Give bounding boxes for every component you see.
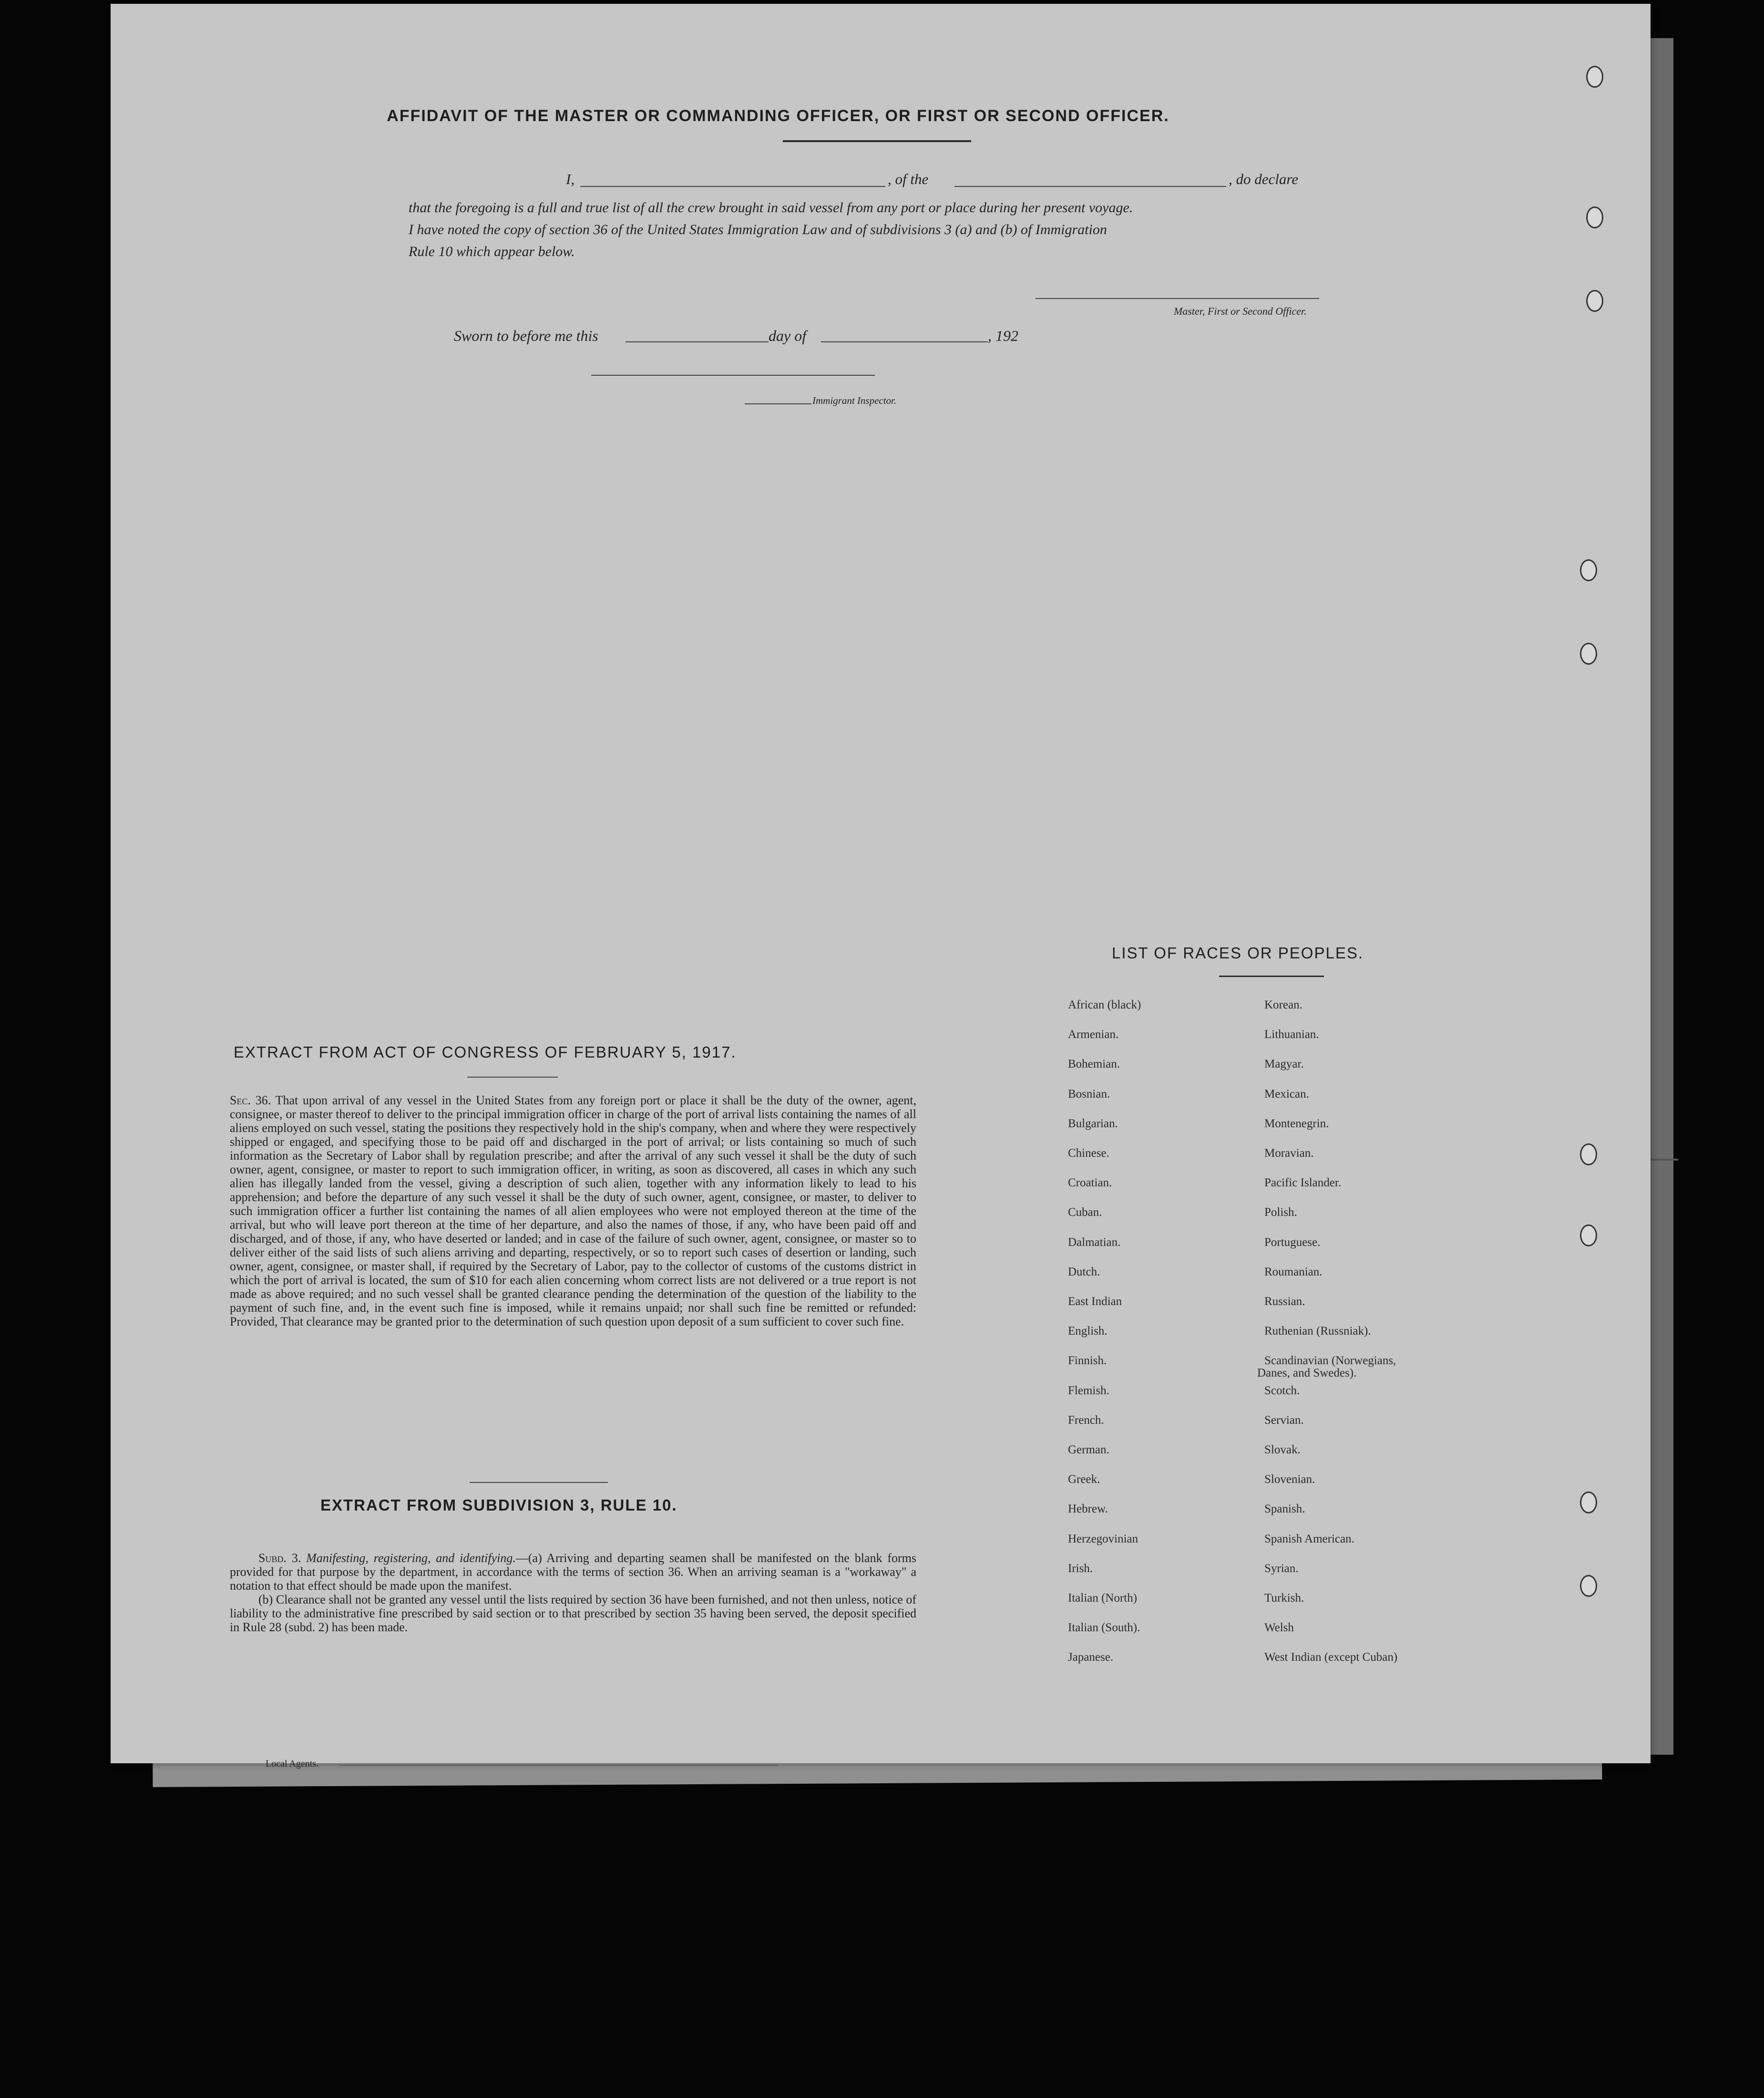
blank-day-line — [626, 341, 769, 342]
race-item: Moravian. — [1264, 1147, 1314, 1160]
race-item: Chinese. — [1068, 1147, 1109, 1160]
race-item: Armenian. — [1068, 1028, 1119, 1041]
race-item: Croatian. — [1068, 1176, 1112, 1189]
race-item: German. — [1068, 1443, 1109, 1456]
sworn-year: , 192 — [988, 327, 1018, 344]
race-item: Flemish. — [1068, 1384, 1109, 1397]
sworn-line — [454, 327, 1217, 346]
race-item: Lithuanian. — [1264, 1028, 1319, 1041]
race-item: Bulgarian. — [1068, 1117, 1118, 1130]
subdivision-heading: Manifesting, registering, and identifying. — [306, 1551, 516, 1565]
race-item: Danes, and Swedes). — [1257, 1367, 1357, 1379]
inspector-signature-line — [591, 375, 875, 376]
race-item: Herzegovinian — [1068, 1532, 1138, 1545]
section-36-text: That upon arrival of any vessel in the United States from any foreign port or place it shall be the duty of the owner, agent, consignee, or master thereof to deliver to the principal immigration officer in charge of the port of arrival lists containing the names of all aliens employed on such vessel, stating the positions they respectively hold in the ship's company, when and where they were respectively shipped or engaged, and specifying those to be paid off and discharged in the port of arrival; or lists containing so much of such information as the Secretary of Labor shall by regulation prescribe; and after the arrival of any such vessel it shall be the duty of such owner, agent, consignee, or master to report to such immigration officer, in writing, as soon as discovered, all cases in which any such alien has illegally landed from the vessel, giving a description of such alien, together with any information likely to lead to his apprehension; and before the departure of any such vessel it shall be the duty of such owner, agent, consignee, or master, to deliver to such immigration officer a further list containing the names of all alien employees who were not employed thereon at the time of the arrival, but who will leave port thereon at the time of her departure, and also the names of those, if any, who have been paid off and discharged, and of those, if any, who have deserted or landed; and in case of the failure of such owner, agent, consignee, or master so to deliver either of the said lists of such aliens arriving and departing, respectively, or so to report such cases of desertion or landing, such owner, agent, consignee, or master shall, if required by the Secretary of Labor, pay to the collector of customs of the customs district in which the port of arrival is located, the sum of $10 for each alien concerning whom correct lists are not delivered or a true report is not made as above required; and no such vessel shall be granted clearance pending the determination of the question of the liability to the payment of such fine, and, in the event such fine is imposed, while it remains unpaid; nor shall such fine be remitted or refunded: Provided, That clearance may be granted prior to the determination of such question upon deposit of a sum sufficient to cover such fine. — [230, 1093, 916, 1328]
race-item: Servian. — [1264, 1414, 1304, 1427]
race-item: Slovenian. — [1264, 1473, 1315, 1486]
punch-hole — [1580, 643, 1597, 665]
punch-hole — [1580, 1491, 1597, 1513]
race-item: Pacific Islander. — [1264, 1176, 1342, 1189]
inspector-caption: Immigrant Inspector. — [812, 395, 897, 406]
race-item: Portuguese. — [1264, 1236, 1321, 1249]
race-item: Polish. — [1264, 1206, 1297, 1219]
race-item: Dalmatian. — [1068, 1236, 1121, 1249]
declaration-line-2: that the foregoing is a full and true list of all the crew brought in said vessel from any port or place during her present voyage. — [409, 200, 1133, 216]
race-item: African (black) — [1068, 998, 1141, 1011]
race-item: Ruthenian (Russniak). — [1264, 1325, 1371, 1337]
declaration-line-4: Rule 10 which appear below. — [409, 244, 575, 259]
punch-hole — [1580, 1224, 1597, 1246]
blank-vessel-line — [954, 186, 1226, 187]
punch-hole — [1586, 66, 1603, 88]
race-item: Slovak. — [1264, 1443, 1301, 1456]
rule-extract-title: EXTRACT FROM SUBDIVISION 3, RULE 10. — [320, 1496, 677, 1514]
punch-hole — [1580, 1143, 1597, 1165]
race-item: West Indian (except Cuban) — [1264, 1651, 1398, 1664]
race-item: Russian. — [1264, 1295, 1305, 1308]
race-item: Mexican. — [1264, 1088, 1309, 1100]
race-item: English. — [1068, 1325, 1108, 1337]
act-extract-body — [230, 1093, 916, 1328]
race-item: Magyar. — [1264, 1058, 1304, 1070]
race-item: Montenegrin. — [1264, 1117, 1329, 1130]
race-item: Japanese. — [1068, 1651, 1114, 1664]
blank-month-line — [821, 341, 988, 342]
race-item: Greek. — [1068, 1473, 1100, 1486]
divider — [467, 1077, 558, 1078]
punch-hole — [1586, 206, 1603, 228]
declaration-of-the: , of the — [888, 171, 929, 187]
declaration-line-1 — [456, 171, 1457, 190]
race-item: Scotch. — [1264, 1384, 1300, 1397]
punch-hole — [1586, 290, 1603, 312]
act-extract-title: EXTRACT FROM ACT OF CONGRESS OF FEBRUARY 5, 1917. — [234, 1043, 737, 1061]
race-item: Dutch. — [1068, 1265, 1100, 1278]
race-item: Syrian. — [1264, 1562, 1299, 1575]
signature-line — [1036, 298, 1319, 299]
section-label: Sec. 36. — [230, 1093, 271, 1107]
signature-caption: Master, First or Second Officer. — [1174, 305, 1307, 317]
local-agents-line — [339, 1765, 778, 1766]
race-item: East Indian — [1068, 1295, 1122, 1308]
declaration-i: I, — [566, 171, 575, 187]
race-item: Italian (South). — [1068, 1621, 1140, 1634]
inspector-prefix-line — [745, 403, 811, 404]
race-item: Finnish. — [1068, 1354, 1107, 1367]
race-item: Cuban. — [1068, 1206, 1102, 1219]
punch-hole — [1580, 559, 1597, 581]
race-item: Italian (North) — [1068, 1592, 1138, 1604]
race-item: Bosnian. — [1068, 1088, 1110, 1100]
declaration-body — [409, 197, 1457, 263]
paragraph-a: —(a) Arriving and departing seamen shall be manifested on the blank forms provided for that purpose by the department, in accordance with the terms of section 36. When an arriving seaman is a "workaway" a notation to that effect should be made upon the manifest. — [230, 1551, 916, 1593]
race-item: Roumanian. — [1264, 1265, 1323, 1278]
races-title: LIST OF RACES OR PEOPLES. — [1112, 944, 1364, 962]
race-item: Spanish American. — [1264, 1532, 1354, 1545]
race-item: Scandinavian (Norwegians, — [1264, 1354, 1396, 1367]
local-agents-label: Local Agents. — [266, 1759, 319, 1769]
race-item: Welsh — [1264, 1621, 1294, 1634]
manifest-page — [111, 4, 1651, 1769]
sworn-day: day of — [769, 327, 807, 344]
paragraph-b: (b) Clearance shall not be granted any vessel until the lists required by section 36 have been furnished, and not then unless, notice of liability to the administrative fine prescribed by said section or to that prescribed by section 35 having been served, the deposit specified in Rule 28 (subd. 2) has been made. — [230, 1593, 916, 1634]
race-item: Hebrew. — [1068, 1502, 1108, 1515]
race-item: Irish. — [1068, 1562, 1093, 1575]
declaration-line-3: I have noted the copy of section 36 of the United States Immigration Law and of subdivisions 3 (a) and (b) of Immigration — [409, 222, 1107, 237]
rule-extract-body — [230, 1551, 916, 1634]
blank-name-line — [580, 186, 885, 187]
race-item: Korean. — [1264, 998, 1302, 1011]
race-item: Turkish. — [1264, 1592, 1304, 1604]
divider — [470, 1482, 608, 1483]
divider — [783, 140, 971, 142]
race-item: Bohemian. — [1068, 1058, 1120, 1070]
sworn-prefix: Sworn to before me this — [454, 327, 598, 344]
subdivision-label: Subd. 3. — [258, 1551, 301, 1565]
declaration-do-declare: , do declare — [1229, 171, 1299, 187]
affidavit-title: AFFIDAVIT OF THE MASTER OR COMMANDING OFFICER, OR FIRST OR SECOND OFFICER. — [387, 107, 1169, 125]
race-item: Spanish. — [1264, 1502, 1305, 1515]
punch-hole — [1580, 1575, 1597, 1597]
race-item: French. — [1068, 1414, 1104, 1427]
divider — [1219, 976, 1324, 977]
